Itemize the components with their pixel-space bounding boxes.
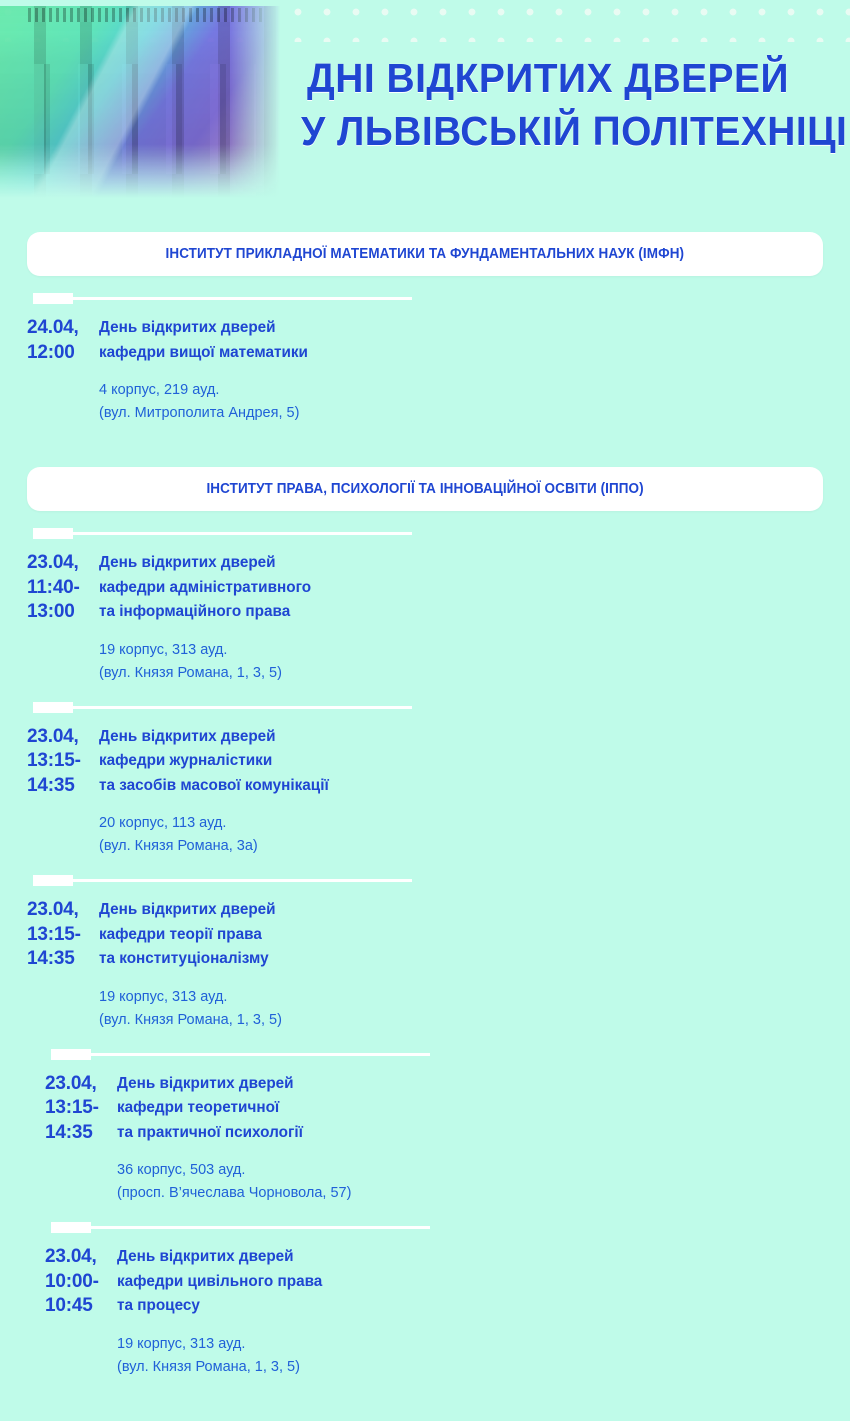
event-title [99, 316, 434, 365]
event-content [99, 551, 434, 685]
building-right-fade [0, 6, 280, 198]
event-datetime-line: 14:35 [45, 1121, 93, 1143]
event-datetime-line: 14:35 [27, 948, 75, 969]
events-grid-imfn [0, 276, 850, 425]
event-datetime [45, 1072, 117, 1146]
section-heading-label: ІНСТИТУТ ПРАВА, ПСИХОЛОГІЇ ТА ІННОВАЦІЙНОЇ ОСВІТИ (ІППО) [206, 481, 644, 497]
event-content [99, 898, 434, 1032]
event-datetime-line: 10:00- [45, 1270, 99, 1292]
event-datetime [45, 1245, 117, 1319]
event-title-line: та інформаційного права [99, 603, 291, 620]
event-title-line: День відкритих дверей [117, 1248, 294, 1265]
event-divider-line [33, 706, 412, 709]
event-title-line: День відкритих дверей [99, 901, 276, 918]
section-imfn [0, 232, 850, 425]
event-datetime [27, 725, 99, 799]
event-datetime-line: 24.04, [27, 317, 79, 338]
event-datetime-line: 23.04, [27, 725, 79, 747]
event-body [27, 316, 434, 425]
event-title-line: та процесу [117, 1297, 200, 1314]
event-divider [27, 528, 434, 539]
event-body [45, 1245, 452, 1379]
event-location [99, 986, 434, 1032]
event-location-line: (вул. Князя Романа, 1, 3, 5) [117, 1358, 300, 1375]
event-title-line: кафедри журналістики [99, 752, 273, 769]
event-content [117, 1072, 452, 1206]
event-card [45, 1032, 452, 1206]
section-spacer [0, 1379, 850, 1421]
events-column-left [27, 511, 452, 1032]
event-datetime [27, 898, 99, 972]
event-card [27, 276, 434, 425]
event-title-line: та засобів масової комунікації [99, 776, 329, 794]
section-spacer [0, 425, 850, 467]
event-divider-marker [51, 1222, 91, 1233]
event-title-line: День відкритих дверей [99, 319, 276, 336]
section-heading-imfn [27, 232, 823, 276]
event-datetime [27, 551, 99, 625]
event-card [27, 511, 434, 685]
event-datetime-line: 23.04, [27, 899, 79, 920]
event-divider-marker [33, 528, 73, 539]
event-divider-marker [33, 293, 73, 304]
event-divider-marker [51, 1049, 91, 1060]
event-location-line: 4 корпус, 219 ауд. [99, 382, 220, 398]
event-location-line: (вул. Князя Романа, 1, 3, 5) [99, 664, 282, 681]
events-column-right [27, 1032, 452, 1379]
event-divider-marker [33, 702, 73, 713]
page-title-line-1: ДНІ ВІДКРИТИХ ДВЕРЕЙ [307, 55, 789, 101]
event-location-line: (вул. Митрополита Андрея, 5) [99, 405, 300, 421]
section-heading-label: ІНСТИТУТ ПРИКЛАДНОЇ МАТЕМАТИКИ ТА ФУНДАМЕНТАЛЬНИХ НАУК (ІМФН) [165, 246, 685, 262]
event-card [27, 858, 434, 1032]
event-divider [27, 702, 434, 713]
event-content [99, 316, 434, 425]
event-datetime [27, 316, 99, 365]
event-divider-line [33, 879, 412, 882]
event-title-line: кафедри теорії права [99, 925, 262, 943]
event-location-line: 19 корпус, 313 ауд. [117, 1335, 246, 1352]
event-title [117, 1245, 452, 1319]
event-datetime-line: 14:35 [27, 774, 75, 796]
event-location [99, 379, 434, 425]
event-title [99, 725, 434, 799]
event-divider-line [33, 297, 412, 300]
event-divider-line [51, 1053, 430, 1056]
event-card [45, 1205, 452, 1379]
event-location-line: 36 корпус, 503 ауд. [117, 1162, 246, 1178]
event-divider [45, 1222, 452, 1233]
event-title [117, 1072, 452, 1146]
event-location [117, 1333, 452, 1379]
event-datetime-line: 23.04, [27, 552, 79, 573]
event-content [117, 1245, 452, 1379]
event-content [99, 725, 434, 859]
event-title-line: День відкритих дверей [99, 554, 276, 571]
event-location-line: 19 корпус, 313 ауд. [99, 988, 228, 1005]
sections-container [0, 232, 850, 1421]
events-column-left [27, 276, 452, 425]
event-card [27, 685, 434, 859]
lviv-polytechnic-building-image [0, 6, 280, 198]
event-datetime-line: 13:00 [27, 601, 75, 622]
event-datetime-line: 23.04, [45, 1072, 97, 1094]
event-divider [27, 875, 434, 886]
event-title-line: кафедри цивільного права [117, 1272, 323, 1290]
event-divider [27, 293, 434, 304]
event-location-line: 20 корпус, 113 ауд. [99, 815, 227, 831]
event-location-line: (просп. В’ячеслава Чорновола, 57) [117, 1185, 352, 1201]
event-datetime-line: 11:40- [27, 576, 80, 598]
event-title-line: День відкритих дверей [117, 1074, 294, 1092]
section-ippo [0, 467, 850, 1379]
event-title-line: кафедри адміністративного [99, 578, 312, 596]
event-location-line: (вул. Князя Романа, 3а) [99, 838, 258, 854]
event-divider-line [33, 532, 412, 535]
event-location-line: 19 корпус, 313 ауд. [99, 641, 228, 658]
page-title [301, 52, 848, 158]
page-title-line-2: У ЛЬВІВСЬКІЙ ПОЛІТЕХНІЦІ [301, 108, 848, 154]
event-datetime-line: 13:15- [27, 750, 81, 771]
event-title [99, 898, 434, 972]
event-divider-line [51, 1226, 430, 1229]
event-body [27, 898, 434, 1032]
section-heading-ippo [27, 467, 823, 511]
event-title-line: День відкритих дверей [99, 727, 276, 745]
event-body [45, 1072, 452, 1206]
event-location [117, 1159, 452, 1205]
event-datetime-line: 23.04, [45, 1246, 97, 1267]
event-body [27, 551, 434, 685]
event-datetime-line: 12:00 [27, 341, 75, 363]
events-grid-ippo [0, 511, 850, 1379]
event-title-line: кафедри вищої математики [99, 343, 308, 361]
event-divider [45, 1049, 452, 1060]
event-body [27, 725, 434, 859]
event-title [99, 551, 434, 625]
event-datetime-line: 10:45 [45, 1295, 93, 1316]
event-title-line: та конституціоналізму [99, 950, 269, 967]
event-location [99, 639, 434, 685]
event-divider-marker [33, 875, 73, 886]
poster-header [0, 0, 850, 232]
event-title-line: кафедри теоретичної [117, 1099, 280, 1116]
event-datetime-line: 13:15- [45, 1097, 99, 1118]
event-location [99, 812, 434, 858]
event-location-line: (вул. Князя Романа, 1, 3, 5) [99, 1011, 282, 1028]
event-datetime-line: 13:15- [27, 923, 81, 945]
event-title-line: та практичної психології [117, 1123, 303, 1141]
